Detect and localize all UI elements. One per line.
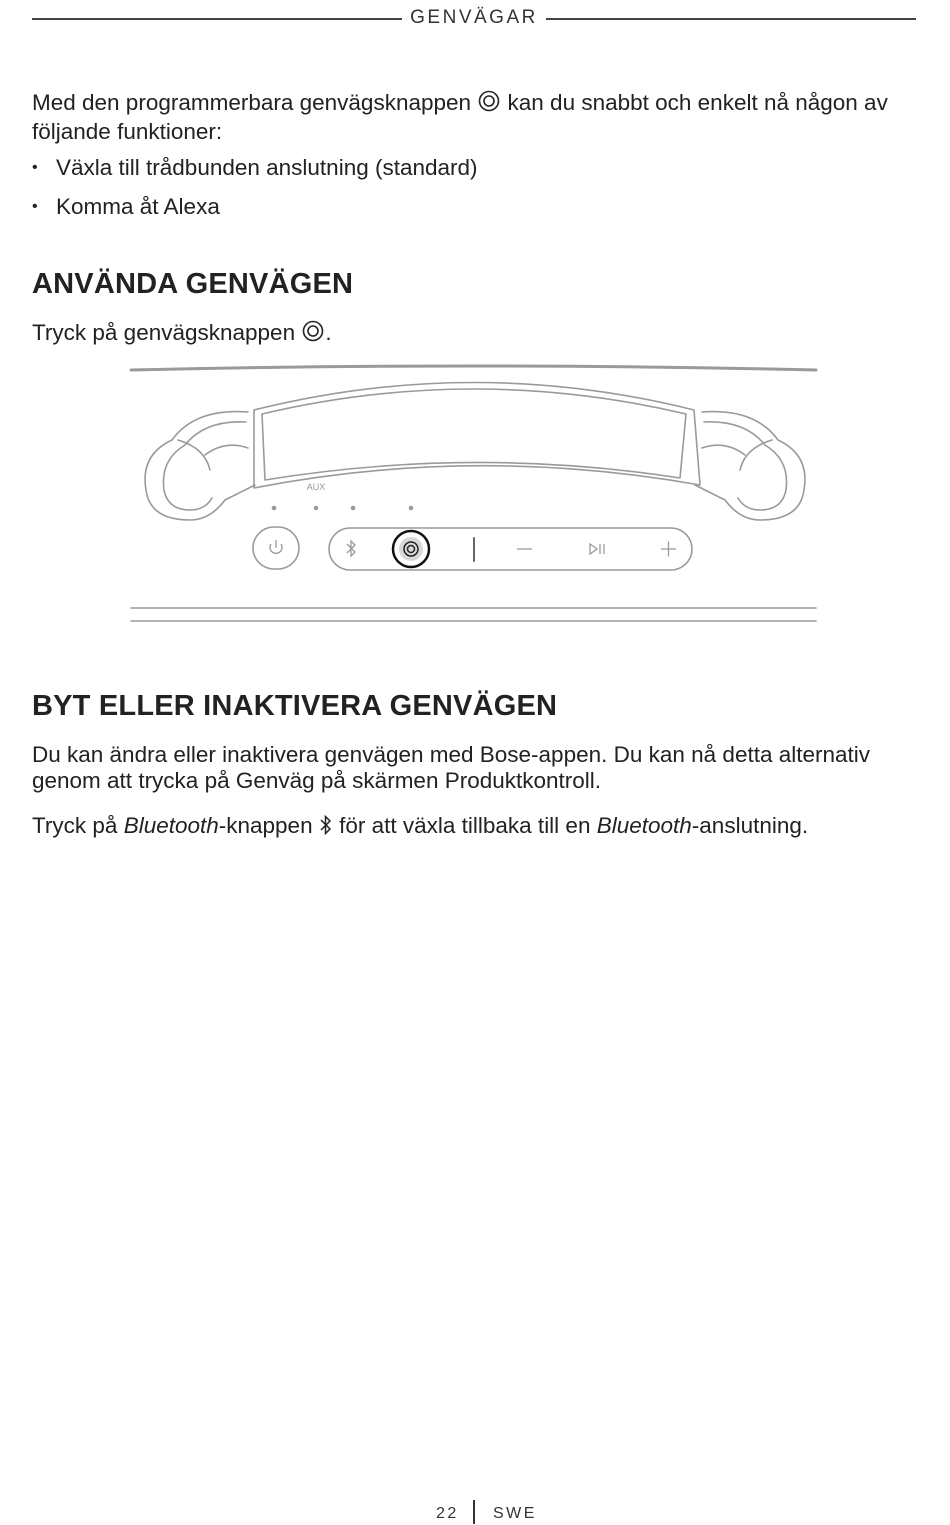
footer-separator [473,1500,475,1524]
volume-up-icon [661,542,676,557]
aux-label: AUX [306,482,326,492]
play-pause-icon [590,544,604,554]
shortcut-icon [477,89,501,119]
page-number: 22 [436,1505,459,1522]
section-heading-change-shortcut: BYT ELLER INAKTIVERA GENVÄGEN [32,690,558,722]
bluetooth-icon [319,814,333,842]
section-heading-use-shortcut: ANVÄNDA GENVÄGEN [32,268,354,300]
language-code: SWE [493,1505,537,1522]
para2-italic: Bluetooth [123,813,219,838]
speaker-handle-left-loop [145,412,255,520]
speaker-top-illustration [0,355,950,635]
intro-paragraph [32,89,922,145]
bluetooth-icon [347,541,355,556]
indicator-dot [352,507,355,510]
bullet-text: Växla till trådbunden anslutning (standard) [56,155,478,180]
bullet-dot: • [32,198,38,215]
page-header-title: GENVÄGAR [410,7,538,28]
para2-text: -knappen [218,813,319,838]
indicator-dot [273,507,276,510]
section2-paragraph-1: Du kan ändra eller inaktivera genvägen med Bose-appen. Du kan nå detta alternativ genom att trycka på Genväg på skärmen Produktkontroll. [32,742,871,793]
intro-text-before: Med den programmerbara genvägsknappen [32,90,478,115]
header-rule-right [546,18,916,20]
control-button-strip [329,528,692,570]
intro-text-after: kan du snabbt och enkelt nå någon av följande funktioner: [32,90,888,144]
section2-paragraph-2 [32,813,922,842]
section1-instruction [32,319,922,349]
header-rule-left [32,18,402,20]
speaker-top-edge [131,366,816,370]
para2-text: Tryck på [32,813,124,838]
para2-text: för att växla tillbaka till en [332,813,597,838]
para2-text: -anslutning. [691,813,809,838]
section1-text-before: Tryck på genvägsknappen [32,320,302,345]
bullet-dot: • [32,159,38,176]
bullet-text: Komma åt Alexa [56,194,220,219]
indicator-dot [410,507,413,510]
shortcut-button-highlighted [393,531,429,567]
indicator-dot [315,507,318,510]
section1-text-after: . [325,320,332,345]
power-icon [270,540,282,553]
shortcut-icon [301,319,325,349]
para2-italic: Bluetooth [596,813,692,838]
speaker-handle-right-loop [695,412,805,520]
